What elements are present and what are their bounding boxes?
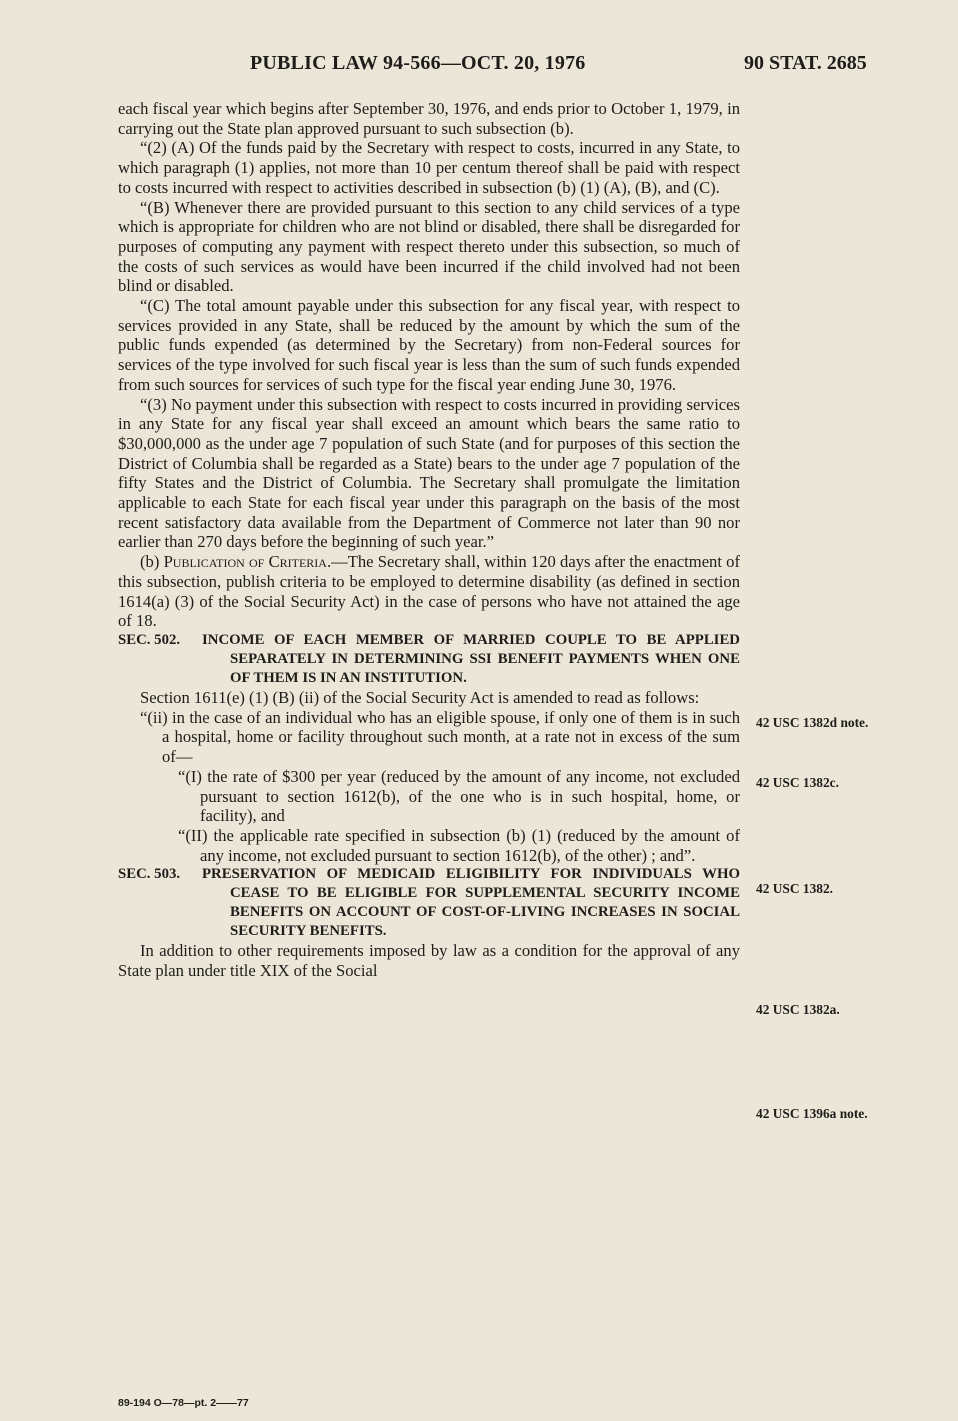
subsection-heading: Publication of Criteria. — [163, 552, 332, 572]
section-title: PRESERVATION OF MEDICAID ELIGIBILITY FOR INDIVIDUALS WHO CEASE TO BE ELIGIBLE FOR SUPPLEMENTAL SECURITY INCOME BENEFITS ON ACCOUNT OF COST-OF-LIVING INCREASES IN SOCIAL SECURITY BENEFITS. — [202, 866, 740, 940]
clause-ii: “(ii) in the case of an individual who has an eligible spouse, if only one of them is in such a hospital, home or facility throughout such month, at a rate not in excess of the sum of— — [140, 707, 740, 767]
paragraph: In addition to other requirements imposed by law as a condition for the approval of any State plan under title XIX of the Social — [118, 941, 740, 981]
section-number: SEC. 502. — [118, 631, 181, 648]
paragraph-publication-of-criteria — [118, 552, 740, 631]
header-title: PUBLIC LAW 94-566—OCT. 20, 1976 — [250, 52, 586, 74]
subsection-text: —The Secretary shall, within 120 days after the enactment of this subsection, publish criteria to be employed to determine disability (as defined in section 1614(a) (3) of the Social Security Act) in the case of persons who have not attained the age of 18. — [118, 552, 741, 631]
body-text — [118, 99, 740, 981]
page-header — [0, 52, 958, 82]
margin-note: 42 USC 1382c. — [756, 775, 839, 790]
paragraph: each fiscal year which begins after September 30, 1976, and ends prior to October 1, 1979, in carrying out the State plan approved pursuant to such subsection (b). — [118, 99, 740, 138]
subclause-II: “(II) the applicable rate specified in subsection (b) (1) (reduced by the amount of any income, not excluded pursuant to section 1612(b), of the other) ; and”. — [178, 825, 740, 865]
section-heading-503 — [118, 865, 740, 941]
margin-note: 42 USC 1382a. — [756, 1002, 840, 1017]
subsection-label: (b) — [140, 552, 164, 572]
margin-note: 42 USC 1382. — [756, 881, 834, 896]
section-title: INCOME OF EACH MEMBER OF MARRIED COUPLE TO BE APPLIED SEPARATELY IN DETERMINING SSI BENEFIT PAYMENTS WHEN ONE OF THEM IS IN AN INSTITUTION. — [202, 631, 740, 686]
paragraph: “(2) (A) Of the funds paid by the Secretary with respect to costs, incurred in any State, to which paragraph (1) applies, not more than 10 per centum thereof shall be paid with respect to costs incurred with respect to activities described in subsection (b) (1) (A), (B), and (C). — [118, 138, 740, 197]
margin-note: 42 USC 1382d note. — [756, 715, 869, 730]
section-number: SEC. 503. — [118, 866, 181, 883]
header-stat-citation: 90 STAT. 2685 — [744, 52, 867, 74]
paragraph: “(B) Whenever there are provided pursuant to this section to any child services of a type which is appropriate for children who are not blind or disabled, there shall be disregarded for purposes of computing any payment with respect thereto under this subsection, so much of the costs of such services as would have been incurred if the child involved had not been blind or disabled. — [118, 197, 740, 296]
subclause-I: “(I) the rate of $300 per year (reduced by the amount of any income, not excluded pursuant to section 1612(b), of the one who is in such hospital, home, or facility), and — [178, 766, 740, 826]
paragraph: Section 1611(e) (1) (B) (ii) of the Social Security Act is amended to read as follows: — [140, 687, 700, 707]
paragraph: “(C) The total amount payable under this subsection for any fiscal year, with respect to services provided in any State, shall be reduced by the amount by which the sum of the public funds expended (as determined by the Secretary) from non-Federal sources for services of the type involved for such fiscal year is less than the sum of such funds expended from such sources for services of such type for the fiscal year ending June 30, 1976. — [118, 296, 740, 394]
section-heading-502 — [118, 631, 740, 688]
margin-note: 42 USC 1396a note. — [756, 1106, 868, 1121]
paragraph: “(3) No payment under this subsection with respect to costs incurred in providing services in any State for any fiscal year shall exceed an amount which bears the same ratio to $30,000,000 as the under age 7 population of such State (and for purposes of this section the District of Columbia shall be regarded as a State) bears to the under age 7 population of the fifty States and the District of Columbia. The Secretary shall promulgate the limitation applicable to each State for each fiscal year under this paragraph on the basis of the most recent satisfactory data available from the Department of Commerce not later than 90 nor earlier than 270 days before the beginning of such year.” — [118, 394, 740, 552]
page-footer-code: 89-194 O—78—pt. 2——77 — [118, 1397, 249, 1409]
